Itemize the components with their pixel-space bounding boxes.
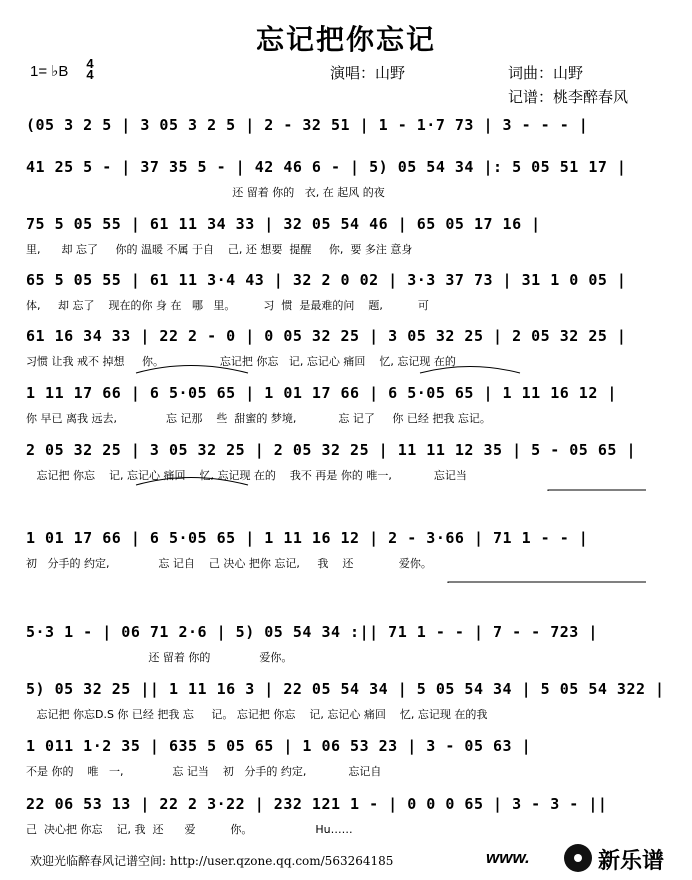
notes-line: 41 25 5 - | 37 35 5 - | 42 46 6 - | 5) 05 54 34 |: 5 05 51 17 | <box>26 158 627 176</box>
notes-line: 65 5 05 55 | 61 11 3·4 43 | 32 2 0 02 | 3·3 37 73 | 31 1 0 05 | <box>26 271 627 289</box>
notes-line: 1 01 17 66 | 6 5·05 65 | 1 11 16 12 | 2 - 3·66 | 71 1 - - | <box>26 529 589 547</box>
notes-line: 1 11 17 66 | 6 5·05 65 | 1 01 17 66 | 6 5·05 65 | 1 11 16 12 | <box>26 384 617 402</box>
lyric-line: 里, 却 忘了 你的 温暖 不属 于自 己, 还 想要 提醒 你, 要 多注 意身 <box>26 243 413 256</box>
lyric-line: 还 留着 你的 爱你。 <box>26 651 293 664</box>
lyric-line: 还 留着 你的 衣, 在 起风 的夜 <box>26 186 385 199</box>
transcriber-credit: 记谱：桃李醉春风 <box>508 88 629 106</box>
disc-icon <box>564 844 592 872</box>
notes-line: 75 5 05 55 | 61 11 34 33 | 32 05 54 46 | 65 05 17 16 | <box>26 215 541 233</box>
lyric-line: 忘记把 你忘 记, 忘记心 痛回 忆, 忘记现 在的 我不 再是 你的 唯一, 忘记当 <box>26 469 467 482</box>
lyric-line: 你 早已 离我 远去, 忘 记那 些 甜蜜的 梦境, 忘 记了 你 已经 把我 忘记。 <box>26 412 491 425</box>
notes-line: 5·3 1 - | 06 71 2·6 | 5) 05 54 34 :|| 71 1 - - | 7 - - 723 | <box>26 623 598 641</box>
time-signature-top: 4 <box>86 56 94 71</box>
lyric-line: 习惯 让我 戒不 掉想 你。 忘记把 你忘 记, 忘记心 痛回 忆, 忘记现 在的 <box>26 355 456 368</box>
time-signature-bottom: 4 <box>86 67 94 82</box>
key-signature: 1= ♭B <box>30 63 69 80</box>
time-signature <box>84 58 96 80</box>
lyric-line <box>26 142 666 158</box>
logo-text: 新乐谱 <box>598 849 665 874</box>
notes-line: 22 06 53 13 | 22 2 3·22 | 232 121 1 - | 0 0 0 65 | 3 - 3 - || <box>26 795 608 813</box>
site-logo <box>560 838 686 876</box>
notes-line: 61 16 34 33 | 22 2 - 0 | 0 05 32 25 | 3 05 32 25 | 2 05 32 25 | <box>26 327 627 345</box>
footer-text: 欢迎光临醉春风记谱空间: http://user.qzone.qq.com/563264185 <box>30 854 394 868</box>
singer-credit: 演唱：山野 <box>330 64 406 82</box>
notes-line: 1 011 1·2 35 | 635 5 05 65 | 1 06 53 23 | 3 - 05 63 | <box>26 737 532 755</box>
watermark: www. <box>486 848 530 867</box>
lyric-line: 不是 你的 唯 一, 忘 记当 初 分手的 约定, 忘记自 <box>26 765 382 778</box>
page-title: 忘记把你忘记 <box>255 23 436 56</box>
writer-credit: 词曲：山野 <box>508 64 584 82</box>
notes-line: 2 05 32 25 | 3 05 32 25 | 2 05 32 25 | 11 11 12 35 | 5 - 05 65 | <box>26 441 636 459</box>
notes-line: (05 3 2 5 | 3 05 3 2 5 | 2 - 32 51 | 1 - 1·7 73 | 3 - - - | <box>26 116 589 134</box>
lyric-line: 己 决心把 你忘 记, 我 还 爱 你。 Hu…… <box>26 823 353 836</box>
notes-line: 5) 05 32 25 || 1 11 16 3 | 22 05 54 34 | 5 05 54 34 | 5 05 54 322 | <box>26 680 665 698</box>
lyric-line: 忘记把 你忘D.S 你 已经 把我 忘 记。 忘记把 你忘 记, 忘记心 痛回 忆, 忘记现 在的我 <box>26 708 488 721</box>
lyric-line: 初 分手的 约定, 忘 记自 己 决心 把你 忘记, 我 还 爱你。 <box>26 557 432 570</box>
lyric-line: 体, 却 忘了 现在的你 身 在 哪 里。 习 惯 是最难的问 题, 可 <box>26 299 429 312</box>
